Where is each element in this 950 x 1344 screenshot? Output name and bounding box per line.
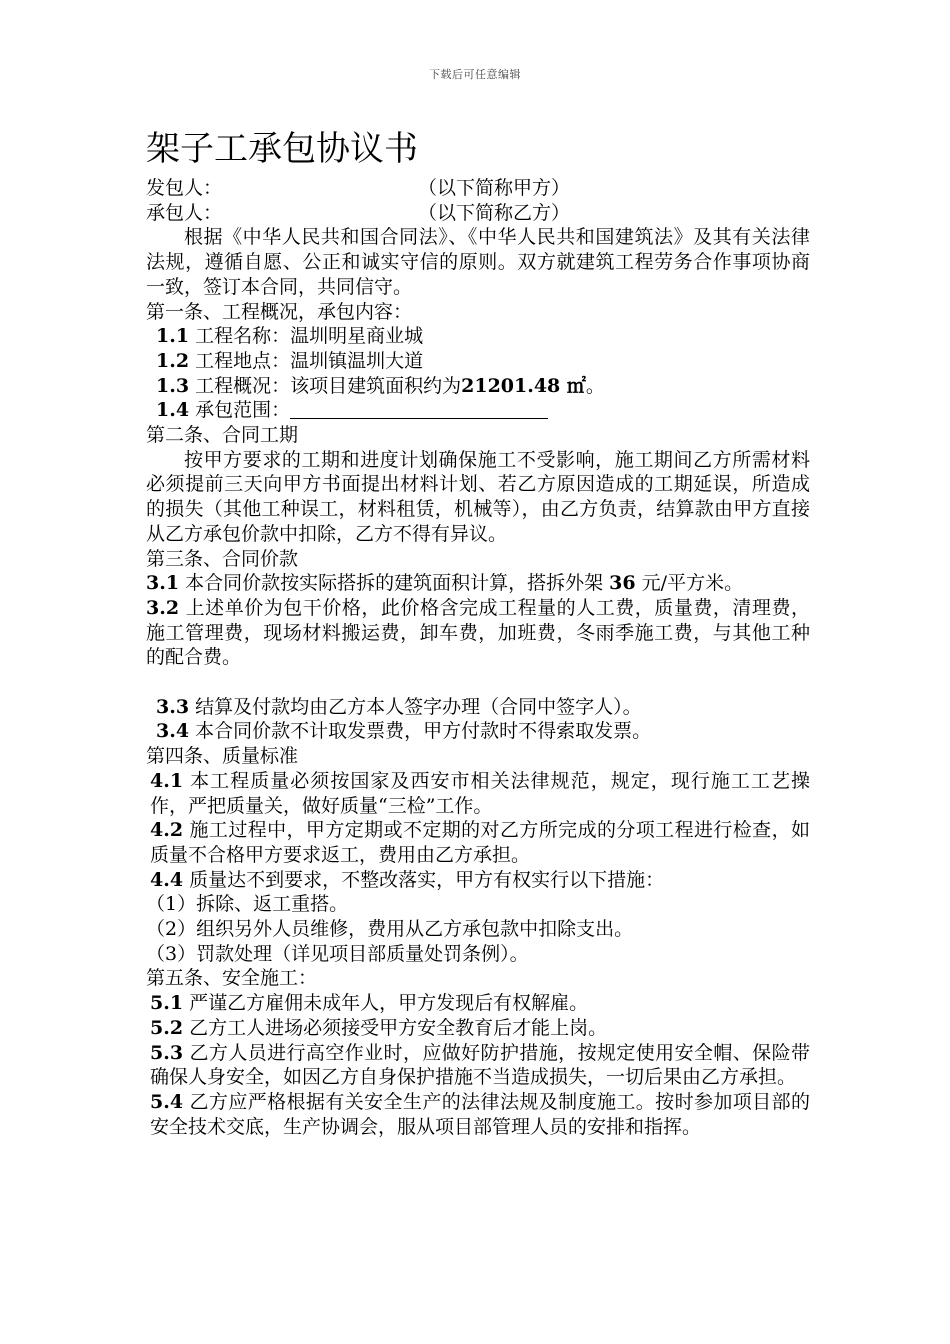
- item-text: 承包范围：: [195, 399, 291, 422]
- employer-note: （以下简称甲方）: [418, 177, 571, 199]
- employer-label: 发包人：: [146, 177, 223, 199]
- item-text: 结算及付款均由乙方本人签字办理（合同中签字人）。: [195, 695, 642, 718]
- item-number: 4.2: [150, 819, 184, 842]
- item-number: 1.1: [156, 325, 190, 348]
- article-5-item-3: [146, 1041, 810, 1090]
- item-end: 。: [585, 374, 605, 397]
- article-4-item-4: [146, 868, 810, 893]
- item-number: 4.1: [150, 769, 184, 792]
- article-1-title: 第一条、工程概况，承包内容：: [146, 300, 413, 323]
- page-header-note: 下载后可任意编辑: [429, 68, 521, 81]
- item-number: 5.3: [150, 1041, 184, 1064]
- article-3-item-2: [146, 596, 810, 670]
- item-text: 工程地点：温圳镇温圳大道: [195, 349, 424, 372]
- article-3-item-4: [146, 719, 810, 744]
- item-text: 施工过程中，甲方定期或不定期的对乙方所完成的分项工程进行检查，如质量不合格甲方要求返工，费用由乙方承担。: [150, 819, 810, 866]
- item-number: 3.3: [156, 695, 190, 718]
- contractor-line: [146, 201, 810, 226]
- article-1-item-4: [146, 398, 810, 423]
- contractor-label: 承包人：: [146, 201, 223, 224]
- item-text: 质量达不到要求，不整改落实，甲方有权实行以下措施：: [189, 868, 665, 891]
- article-4-item-2: [146, 818, 810, 867]
- contractor-note: （以下简称乙方）: [418, 201, 571, 224]
- item-number: 4.4: [150, 868, 184, 891]
- article-2-body: 按甲方要求的工期和进度计划确保施工不受影响，施工期间乙方所需材料必须提前三天向甲方书面提出材料计划、若乙方原因造成的工期延误，所造成的损失（其他工种误工，材料租赁，机械等），由乙方负责，结算款由甲方直接从乙方承包价款中扣除，乙方不得有异议。: [146, 448, 810, 545]
- item-text: 乙方应严格根据有关安全生产的法律法规及制度施工。按时参加项目部的安全技术交底，生产协调会，服从项目部管理人员的安排和指挥。: [150, 1091, 810, 1138]
- article-4-title: 第四条、质量标准: [146, 745, 299, 768]
- area-value: 21201.48 ㎡: [461, 374, 586, 397]
- item-text: 本合同价款不计取发票费，甲方付款时不得索取发票。: [195, 720, 652, 743]
- article-3-item-3: [146, 695, 810, 720]
- article-5-item-2: [146, 1016, 810, 1041]
- article-4-measure-1: （1）拆除、返工重搭。: [146, 893, 349, 916]
- item-text: 元/平方米。: [641, 572, 744, 595]
- item-text: 上述单价为包干价格，此价格含完成工程量的人工费，质量费，清理费，施工管理费，现场材料搬运费，卸车费，加班费，冬雨季施工费，与其他工种的配合费。: [146, 596, 810, 669]
- item-number: 5.4: [150, 1091, 184, 1113]
- spacer: [146, 670, 810, 695]
- document-body: [146, 122, 810, 1139]
- article-5-item-4: [146, 1090, 810, 1139]
- article-3-item-1: [146, 571, 810, 596]
- item-text: 本合同价款按实际搭拆的建筑面积计算，搭拆外架: [185, 572, 604, 595]
- article-4-measure-2: （2）组织另外人员维修，费用从乙方承包款中扣除支出。: [146, 918, 634, 941]
- document-title: 架子工承包协议书: [146, 129, 418, 169]
- item-text: 乙方工人进场必须接受甲方安全教育后才能上岗。: [189, 1016, 608, 1039]
- item-number: 5.2: [150, 1016, 184, 1039]
- article-4-item-1: [146, 769, 810, 818]
- article-3-title: 第三条、合同价款: [146, 547, 299, 570]
- article-5-item-1: [146, 991, 810, 1016]
- item-number: 5.1: [150, 992, 184, 1015]
- item-number: 1.4: [156, 399, 190, 422]
- article-1-item-2: [146, 349, 810, 374]
- item-text: 本工程质量必须按国家及西安市相关法律规范，规定，现行施工工艺操作，严把质量关，做好质量“三检”工作。: [150, 769, 810, 817]
- item-number: 3.1: [146, 572, 180, 595]
- intro-paragraph: 根据《中华人民共和国合同法》、《中华人民共和国建筑法》及其有关法律法规，遵循自愿、公正和诚实守信的原则。双方就建筑工程劳务合作事项协商一致，签订本合同，共同信守。: [146, 226, 810, 298]
- article-4-measure-3: （3）罚款处理（详见项目部质量处罚条例）。: [146, 942, 529, 965]
- item-number: 3.4: [156, 720, 190, 743]
- item-text: 严谨乙方雇佣未成年人，甲方发现后有权解雇。: [189, 992, 589, 1015]
- employer-line: [146, 176, 810, 201]
- item-number: 3.2: [146, 596, 180, 619]
- article-1-item-1: [146, 324, 810, 349]
- item-text: 工程概况：该项目建筑面积约为: [195, 374, 462, 397]
- item-text: 乙方人员进行高空作业时，应做好防护措施，按规定使用安全帽、保险带确保人身安全，如因乙方自身保护措施不当造成损失，一切后果由乙方承担。: [150, 1041, 810, 1089]
- item-text: 工程名称：温圳明星商业城: [195, 325, 424, 348]
- article-1-item-3: [146, 374, 810, 399]
- price-value: 36: [609, 572, 636, 595]
- article-5-title: 第五条、安全施工：: [146, 967, 318, 990]
- article-2-title: 第二条、合同工期: [146, 424, 299, 447]
- scope-blank-line: [290, 398, 548, 419]
- item-number: 1.2: [156, 349, 190, 372]
- item-number: 1.3: [156, 374, 190, 397]
